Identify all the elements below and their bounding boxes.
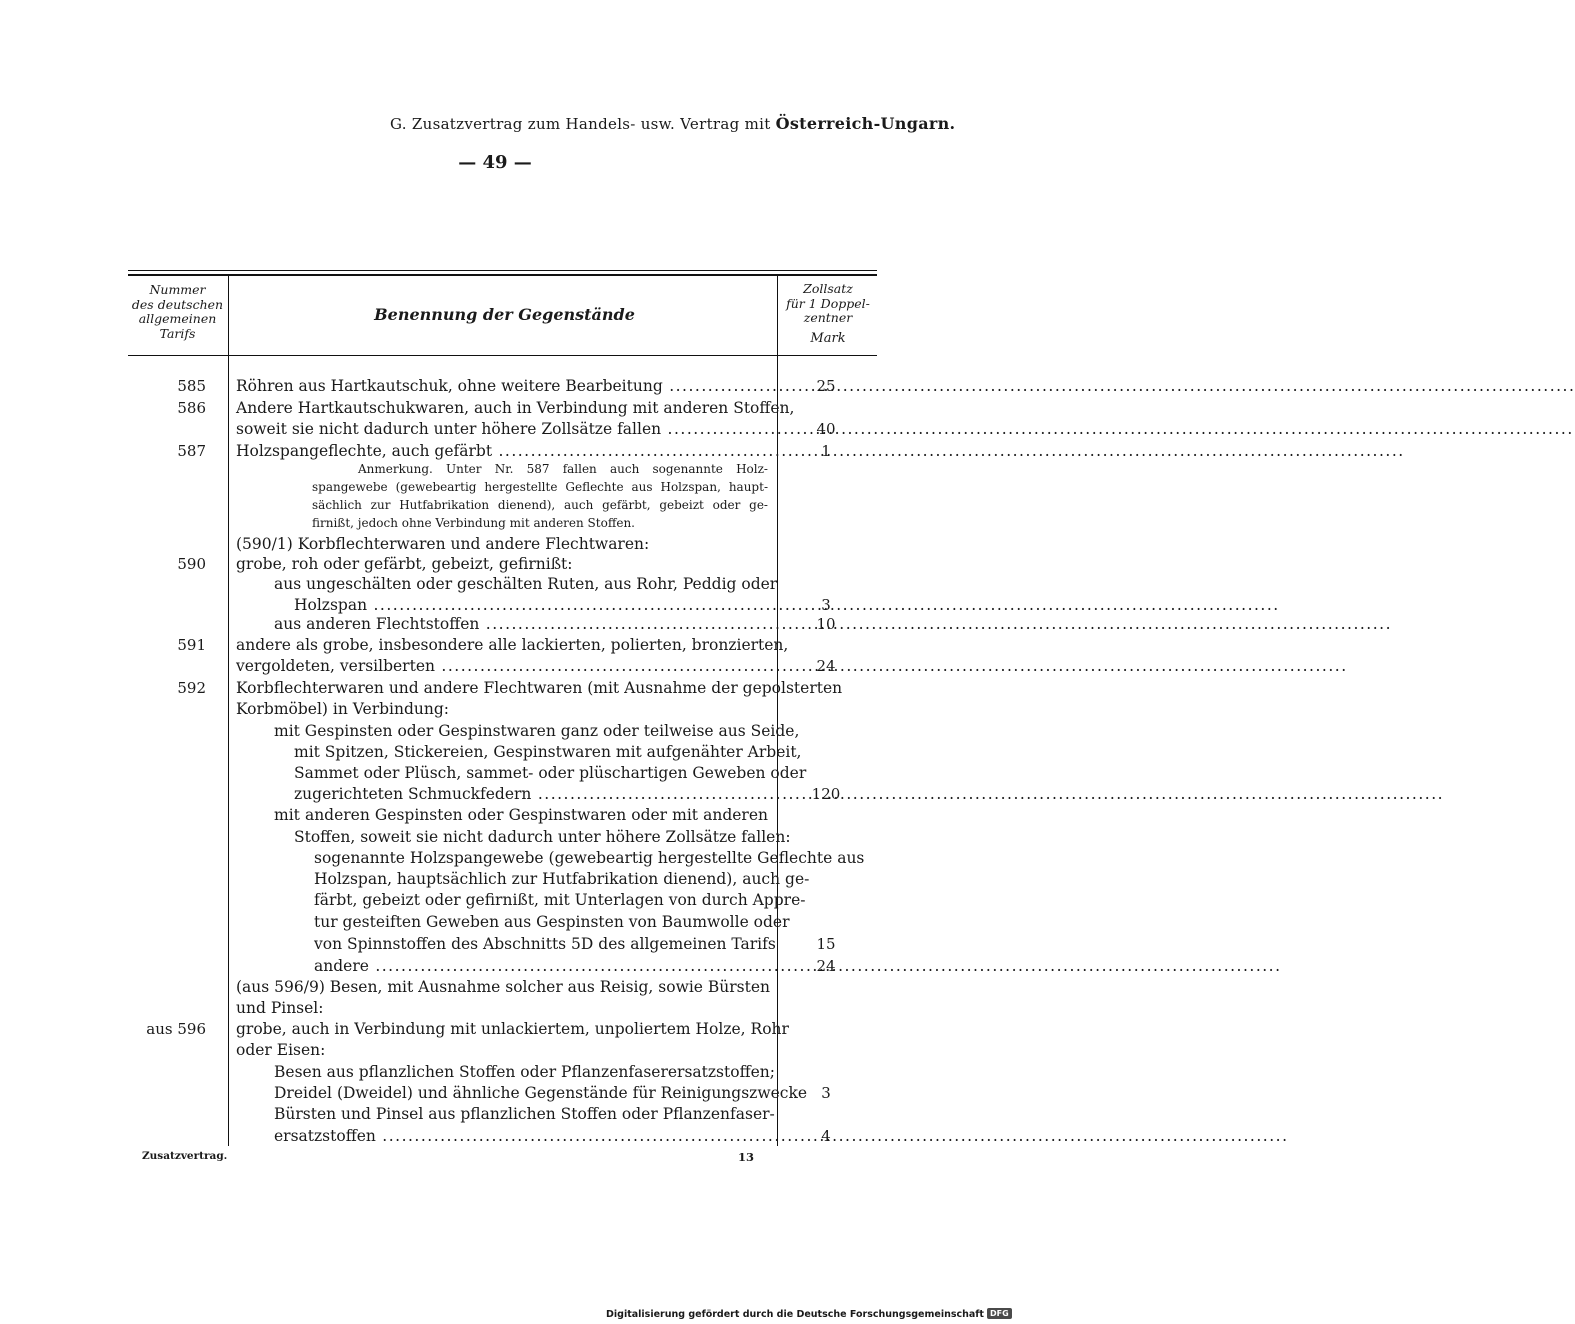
table-top-rule — [128, 270, 877, 271]
duty-rate: 4 — [821, 1127, 831, 1145]
table-row — [0, 998, 1000, 1019]
table-row — [0, 784, 1000, 805]
duty-rate: 10 — [816, 615, 836, 633]
tariff-number: 587 — [177, 442, 206, 460]
footer-signature-left: Zusatzvertrag. — [142, 1150, 228, 1162]
page-number: — 49 — — [458, 152, 532, 173]
table-header-rule — [128, 355, 877, 356]
item-description: andere als grobe, insbesondere alle lackierten, polierten, bronzierten, — [236, 636, 789, 654]
item-description: vergoldeten, versilberten ..... — [236, 656, 768, 677]
item-description: Sammet oder Plüsch, sammet- oder plüschartigen Geweben oder — [294, 764, 807, 782]
item-description: Holzspan ..... — [294, 595, 768, 616]
item-description: und Pinsel: — [236, 999, 324, 1017]
running-head — [390, 114, 956, 133]
item-description: Holzspan, hauptsächlich zur Hutfabrikation dienend), auch ge- — [314, 870, 810, 888]
duty-rate: 120 — [811, 785, 841, 803]
table-row — [0, 554, 1000, 575]
header-rate-line: Zollsatz — [803, 281, 853, 296]
header-number-column — [130, 283, 225, 341]
table-row — [0, 848, 1000, 869]
table-row — [0, 912, 1000, 933]
table-row — [0, 595, 1000, 616]
dfg-logo: DFG — [987, 1308, 1012, 1319]
table-row — [0, 479, 1000, 496]
item-description: färbt, gebeizt oder gefirnißt, mit Unterlagen von durch Appre- — [314, 891, 806, 909]
table-row — [0, 1062, 1000, 1083]
table-row — [0, 656, 1000, 677]
item-description: von Spinnstoffen des Abschnitts 5D des allgemeinen Tarifs — [314, 935, 776, 953]
item-description: andere ..... — [314, 956, 768, 977]
header-name-column: Benennung der Gegenstände — [374, 305, 635, 324]
table-row — [0, 721, 1000, 742]
table-row — [0, 635, 1000, 656]
credit-text: Digitalisierung gefördert durch die Deutsche Forschungsgemeinschaft — [606, 1309, 984, 1320]
table-row — [0, 515, 1000, 532]
header-number-line: allgemeinen — [138, 311, 217, 326]
table-row — [0, 699, 1000, 720]
header-rate-line: zentner — [803, 310, 853, 325]
table-row — [0, 890, 1000, 911]
table-row — [0, 678, 1000, 699]
tariff-number: 586 — [177, 399, 206, 417]
duty-rate: 15 — [816, 935, 836, 953]
header-rate-line: für 1 Doppel- — [786, 295, 870, 311]
item-description: zugerichteten Schmuckfedern ..... — [294, 784, 768, 805]
footer-sheet-number: 13 — [738, 1150, 755, 1164]
item-description: Anmerkung. Unter Nr. 587 fallen auch sogenannte Holz- — [358, 462, 768, 476]
item-description: mit Spitzen, Stickereien, Gespinstwaren mit aufgenähter Arbeit, — [294, 743, 802, 761]
table-row — [0, 376, 1000, 397]
tariff-number: 592 — [177, 679, 206, 697]
item-description: sogenannte Holzspangewebe (gewebeartig hergestellte Geflechte aus — [314, 849, 865, 867]
item-description: ersatzstoffen ..... — [274, 1126, 768, 1147]
table-row — [0, 956, 1000, 977]
header-number-line: Nummer — [149, 282, 206, 297]
item-description: Dreidel (Dweidel) und ähnliche Gegenstände für Reinigungszwecke — [274, 1084, 808, 1102]
item-description: soweit sie nicht dadurch unter höhere Zollsätze fallen ..... — [236, 419, 768, 440]
table-row — [0, 461, 1000, 478]
item-description: oder Eisen: — [236, 1041, 326, 1059]
item-description: Besen aus pflanzlichen Stoffen oder Pflanzenfaserersatzstoffen; — [274, 1063, 775, 1081]
item-description: Holzspangeflechte, auch gefärbt ..... — [236, 441, 768, 462]
table-row — [0, 827, 1000, 848]
item-description: Röhren aus Hartkautschuk, ohne weitere Bearbeitung ..... — [236, 376, 768, 397]
tariff-number: 591 — [177, 636, 206, 654]
item-description: mit Gespinsten oder Gespinstwaren ganz oder teilweise aus Seide, — [274, 722, 800, 740]
header-number-line: Tarifs — [159, 325, 196, 341]
item-description: (590/1) Korbflechterwaren und andere Flechtwaren: — [236, 535, 650, 553]
table-row — [0, 1104, 1000, 1125]
duty-rate: 3 — [821, 596, 831, 614]
duty-rate: 24 — [816, 657, 836, 675]
item-description: aus anderen Flechtstoffen ..... — [274, 614, 768, 635]
header-number-line: des deutschen — [131, 296, 224, 312]
digitization-credit — [606, 1308, 1009, 1320]
table-row — [0, 934, 1000, 955]
item-description: grobe, auch in Verbindung mit unlackiertem, unpoliertem Holze, Rohr — [236, 1020, 789, 1038]
tariff-number: 585 — [177, 377, 206, 395]
column-divider — [228, 276, 229, 356]
table-row — [0, 742, 1000, 763]
item-description: Korbflechterwaren und andere Flechtwaren (mit Ausnahme der gepolsterten — [236, 679, 843, 697]
item-description: firnißt, jedoch ohne Verbindung mit anderen Stoffen. — [312, 516, 635, 530]
duty-rate: 40 — [816, 420, 836, 438]
table-row — [0, 534, 1000, 555]
running-head-country: Österreich-Ungarn. — [775, 114, 956, 133]
item-description: Bürsten und Pinsel aus pflanzlichen Stoffen oder Pflanzenfaser- — [274, 1105, 775, 1123]
table-row — [0, 1126, 1000, 1147]
running-head-text: G. Zusatzvertrag zum Handels- usw. Vertrag mit — [390, 115, 776, 133]
table-row — [0, 1019, 1000, 1040]
item-description: (aus 596/9) Besen, mit Ausnahme solcher aus Reisig, sowie Bürsten — [236, 978, 771, 996]
table-row — [0, 763, 1000, 784]
table-row — [0, 441, 1000, 462]
item-description: mit anderen Gespinsten oder Gespinstwaren oder mit anderen — [274, 806, 768, 824]
duty-rate: 1 — [821, 442, 831, 460]
table-row — [0, 805, 1000, 826]
header-rate-unit: Mark — [810, 330, 846, 346]
table-row — [0, 1040, 1000, 1061]
item-description: Korbmöbel) in Verbindung: — [236, 700, 449, 718]
item-description: grobe, roh oder gefärbt, gebeizt, gefirnißt: — [236, 555, 573, 573]
table-row — [0, 419, 1000, 440]
table-row — [0, 869, 1000, 890]
tariff-number: aus 596 — [146, 1020, 206, 1038]
item-description: aus ungeschälten oder geschälten Ruten, aus Rohr, Peddig oder — [274, 575, 778, 593]
tariff-number: 590 — [177, 555, 206, 573]
duty-rate: 24 — [816, 957, 836, 975]
table-row — [0, 1083, 1000, 1104]
item-description: spangewebe (gewebeartig hergestellte Geflechte aus Holzspan, haupt- — [312, 480, 768, 494]
table-row — [0, 574, 1000, 595]
item-description: sächlich zur Hutfabrikation dienend), auch gefärbt, gebeizt oder ge- — [312, 498, 768, 512]
item-description: Stoffen, soweit sie nicht dadurch unter höhere Zollsätze fallen: — [294, 828, 791, 846]
table-row — [0, 398, 1000, 419]
item-description: Andere Hartkautschukwaren, auch in Verbindung mit anderen Stoffen, — [236, 399, 795, 417]
column-divider — [777, 276, 778, 356]
duty-rate: 3 — [821, 1084, 831, 1102]
table-row — [0, 497, 1000, 514]
item-description: tur gesteiften Geweben aus Gespinsten von Baumwolle oder — [314, 913, 790, 931]
table-top-rule-thick — [128, 274, 877, 276]
table-row — [0, 977, 1000, 998]
header-rate-column — [780, 282, 876, 346]
table-row — [0, 614, 1000, 635]
duty-rate: 25 — [816, 377, 836, 395]
